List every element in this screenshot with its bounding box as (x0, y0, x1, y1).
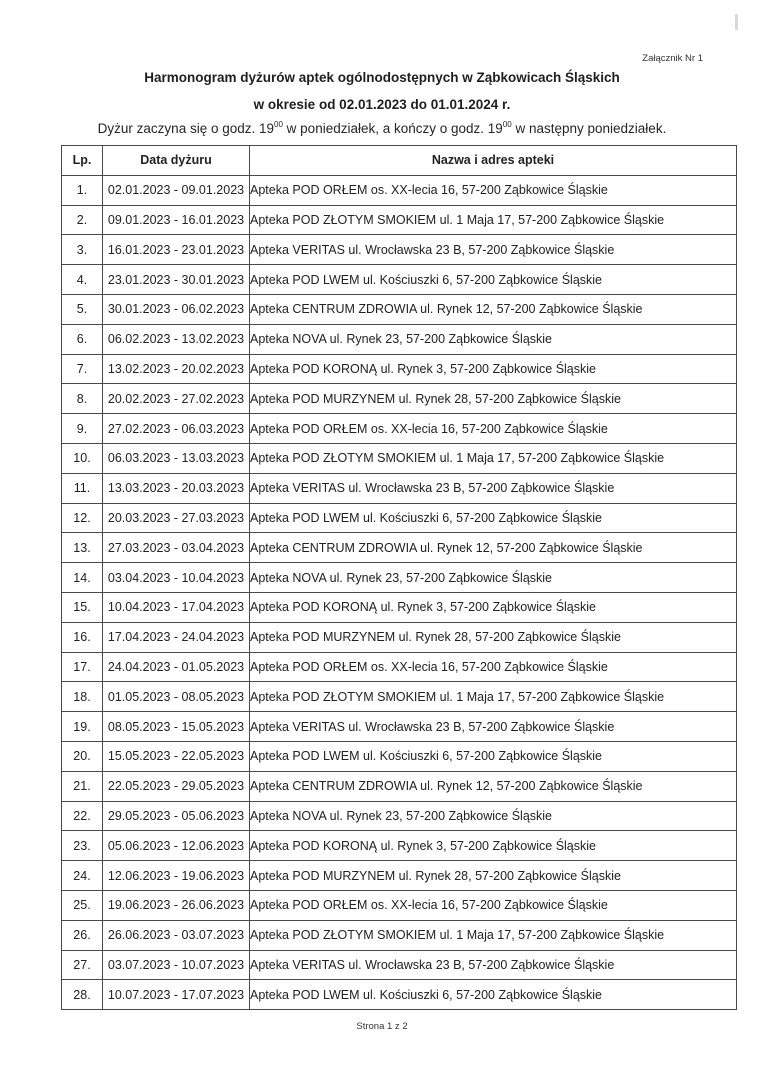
row-number: 3. (62, 235, 103, 265)
duty-dates: 09.01.2023 - 16.01.2023 (103, 205, 250, 235)
pharmacy-name-address: Apteka POD LWEM ul. Kościuszki 6, 57-200 Ząbkowice Śląskie (250, 980, 737, 1010)
duty-dates: 03.07.2023 - 10.07.2023 (103, 950, 250, 980)
duty-dates: 17.04.2023 - 24.04.2023 (103, 622, 250, 652)
table-row (62, 473, 737, 503)
pharmacy-name-address: Apteka NOVA ul. Rynek 23, 57-200 Ząbkowice Śląskie (250, 563, 737, 593)
row-number: 17. (62, 652, 103, 682)
row-number: 2. (62, 205, 103, 235)
duty-dates: 13.02.2023 - 20.02.2023 (103, 354, 250, 384)
duty-dates: 20.03.2023 - 27.03.2023 (103, 503, 250, 533)
table-row (62, 443, 737, 473)
row-number: 9. (62, 414, 103, 444)
pharmacy-name-address: Apteka VERITAS ul. Wrocławska 23 B, 57-200 Ząbkowice Śląskie (250, 950, 737, 980)
pharmacy-name-address: Apteka POD MURZYNEM ul. Rynek 28, 57-200 Ząbkowice Śląskie (250, 622, 737, 652)
pharmacy-name-address: Apteka POD ZŁOTYM SMOKIEM ul. 1 Maja 17, 57-200 Ząbkowice Śląskie (250, 443, 737, 473)
table-row (62, 205, 737, 235)
pharmacy-name-address: Apteka VERITAS ul. Wrocławska 23 B, 57-200 Ząbkowice Śląskie (250, 712, 737, 742)
duty-dates: 27.02.2023 - 06.03.2023 (103, 414, 250, 444)
page-number: Strona 1 z 2 (356, 1021, 408, 1032)
row-number: 15. (62, 592, 103, 622)
pharmacy-name-address: Apteka CENTRUM ZDROWIA ul. Rynek 12, 57-200 Ząbkowice Śląskie (250, 294, 737, 324)
table-row (62, 741, 737, 771)
duty-dates: 08.05.2023 - 15.05.2023 (103, 712, 250, 742)
row-number: 18. (62, 682, 103, 712)
pharmacy-name-address: Apteka POD ZŁOTYM SMOKIEM ul. 1 Maja 17, 57-200 Ząbkowice Śląskie (250, 682, 737, 712)
table-row (62, 324, 737, 354)
table-row (62, 950, 737, 980)
duty-dates: 29.05.2023 - 05.06.2023 (103, 801, 250, 831)
document-title: Harmonogram dyżurów aptek ogólnodostępnych w Ząbkowicach Śląskich (144, 70, 620, 85)
duty-dates: 16.01.2023 - 23.01.2023 (103, 235, 250, 265)
pharmacy-name-address: Apteka POD ORŁEM os. XX-lecia 16, 57-200 Ząbkowice Śląskie (250, 890, 737, 920)
table-row (62, 801, 737, 831)
row-number: 26. (62, 920, 103, 950)
table-row (62, 592, 737, 622)
row-number: 28. (62, 980, 103, 1010)
duty-note-part3: w następny poniedziałek. (511, 121, 667, 136)
table-row (62, 354, 737, 384)
pharmacy-name-address: Apteka POD KORONĄ ul. Rynek 3, 57-200 Ząbkowice Śląskie (250, 354, 737, 384)
duty-note-sup2: 00 (502, 120, 512, 129)
pharmacy-name-address: Apteka POD MURZYNEM ul. Rynek 28, 57-200 Ząbkowice Śląskie (250, 384, 737, 414)
table-row (62, 622, 737, 652)
header-lp: Lp. (62, 146, 103, 176)
duty-dates: 03.04.2023 - 10.04.2023 (103, 563, 250, 593)
annex-label: Załącznik Nr 1 (642, 53, 703, 64)
pharmacy-name-address: Apteka NOVA ul. Rynek 23, 57-200 Ząbkowice Śląskie (250, 324, 737, 354)
table-row (62, 533, 737, 563)
table-row (62, 563, 737, 593)
pharmacy-name-address: Apteka CENTRUM ZDROWIA ul. Rynek 12, 57-200 Ząbkowice Śląskie (250, 533, 737, 563)
duty-hours-note (0, 121, 764, 136)
table-row (62, 831, 737, 861)
pharmacy-name-address: Apteka POD KORONĄ ul. Rynek 3, 57-200 Ząbkowice Śląskie (250, 831, 737, 861)
duty-dates: 06.03.2023 - 13.03.2023 (103, 443, 250, 473)
pharmacy-name-address: Apteka VERITAS ul. Wrocławska 23 B, 57-200 Ząbkowice Śląskie (250, 473, 737, 503)
row-number: 23. (62, 831, 103, 861)
row-number: 14. (62, 563, 103, 593)
duty-dates: 20.02.2023 - 27.02.2023 (103, 384, 250, 414)
pharmacy-name-address: Apteka POD LWEM ul. Kościuszki 6, 57-200 Ząbkowice Śląskie (250, 741, 737, 771)
row-number: 13. (62, 533, 103, 563)
pharmacy-name-address: Apteka POD ORŁEM os. XX-lecia 16, 57-200 Ząbkowice Śląskie (250, 652, 737, 682)
table-row (62, 682, 737, 712)
pharmacy-name-address: Apteka POD LWEM ul. Kościuszki 6, 57-200 Ząbkowice Śląskie (250, 265, 737, 295)
duty-dates: 15.05.2023 - 22.05.2023 (103, 741, 250, 771)
header-name: Nazwa i adres apteki (250, 146, 737, 176)
row-number: 19. (62, 712, 103, 742)
pharmacy-name-address: Apteka VERITAS ul. Wrocławska 23 B, 57-200 Ząbkowice Śląskie (250, 235, 737, 265)
header-date: Data dyżuru (103, 146, 250, 176)
pharmacy-name-address: Apteka POD LWEM ul. Kościuszki 6, 57-200 Ząbkowice Śląskie (250, 503, 737, 533)
row-number: 1. (62, 175, 103, 205)
duty-note-part1: Dyżur zaczyna się o godz. 19 (97, 121, 275, 136)
row-number: 4. (62, 265, 103, 295)
table-row (62, 980, 737, 1010)
row-number: 27. (62, 950, 103, 980)
table-row (62, 384, 737, 414)
duty-dates: 24.04.2023 - 01.05.2023 (103, 652, 250, 682)
duty-dates: 19.06.2023 - 26.06.2023 (103, 890, 250, 920)
pharmacy-name-address: Apteka POD ORŁEM os. XX-lecia 16, 57-200 Ząbkowice Śląskie (250, 414, 737, 444)
duty-dates: 05.06.2023 - 12.06.2023 (103, 831, 250, 861)
row-number: 8. (62, 384, 103, 414)
row-number: 22. (62, 801, 103, 831)
pharmacy-name-address: Apteka CENTRUM ZDROWIA ul. Rynek 12, 57-200 Ząbkowice Śląskie (250, 771, 737, 801)
pharmacy-name-address: Apteka POD KORONĄ ul. Rynek 3, 57-200 Ząbkowice Śląskie (250, 592, 737, 622)
duty-dates: 30.01.2023 - 06.02.2023 (103, 294, 250, 324)
pharmacy-name-address: Apteka POD ZŁOTYM SMOKIEM ul. 1 Maja 17, 57-200 Ząbkowice Śląskie (250, 920, 737, 950)
table-row (62, 414, 737, 444)
table-row (62, 920, 737, 950)
table-row (62, 712, 737, 742)
table-row (62, 652, 737, 682)
table-row (62, 890, 737, 920)
table-row (62, 294, 737, 324)
row-number: 11. (62, 473, 103, 503)
row-number: 12. (62, 503, 103, 533)
row-number: 16. (62, 622, 103, 652)
row-number: 25. (62, 890, 103, 920)
duty-dates: 10.07.2023 - 17.07.2023 (103, 980, 250, 1010)
duty-dates: 27.03.2023 - 03.04.2023 (103, 533, 250, 563)
table-row (62, 175, 737, 205)
duty-dates: 06.02.2023 - 13.02.2023 (103, 324, 250, 354)
duty-dates: 26.06.2023 - 03.07.2023 (103, 920, 250, 950)
duty-dates: 10.04.2023 - 17.04.2023 (103, 592, 250, 622)
table-header-row (62, 146, 737, 176)
row-number: 10. (62, 443, 103, 473)
duty-dates: 01.05.2023 - 08.05.2023 (103, 682, 250, 712)
duty-dates: 23.01.2023 - 30.01.2023 (103, 265, 250, 295)
row-number: 5. (62, 294, 103, 324)
row-number: 24. (62, 861, 103, 891)
table-row (62, 235, 737, 265)
pharmacy-name-address: Apteka POD ORŁEM os. XX-lecia 16, 57-200 Ząbkowice Śląskie (250, 175, 737, 205)
document-period: w okresie od 02.01.2023 do 01.01.2024 r. (253, 97, 511, 112)
duty-dates: 12.06.2023 - 19.06.2023 (103, 861, 250, 891)
duty-note-sup1: 00 (274, 120, 283, 129)
pharmacy-name-address: Apteka NOVA ul. Rynek 23, 57-200 Ząbkowice Śląskie (250, 801, 737, 831)
table-row (62, 861, 737, 891)
duty-note-part2: w poniedziałek, a kończy o godz. 19 (282, 121, 503, 136)
row-number: 7. (62, 354, 103, 384)
table-row (62, 771, 737, 801)
pharmacy-duty-table (61, 145, 737, 1010)
pharmacy-name-address: Apteka POD ZŁOTYM SMOKIEM ul. 1 Maja 17, 57-200 Ząbkowice Śląskie (250, 205, 737, 235)
row-number: 20. (62, 741, 103, 771)
duty-dates: 13.03.2023 - 20.03.2023 (103, 473, 250, 503)
row-number: 21. (62, 771, 103, 801)
table-row (62, 503, 737, 533)
pharmacy-name-address: Apteka POD MURZYNEM ul. Rynek 28, 57-200 Ząbkowice Śląskie (250, 861, 737, 891)
duty-dates: 02.01.2023 - 09.01.2023 (103, 175, 250, 205)
row-number: 6. (62, 324, 103, 354)
duty-dates: 22.05.2023 - 29.05.2023 (103, 771, 250, 801)
table-row (62, 265, 737, 295)
scan-artifact-mark (735, 14, 738, 30)
